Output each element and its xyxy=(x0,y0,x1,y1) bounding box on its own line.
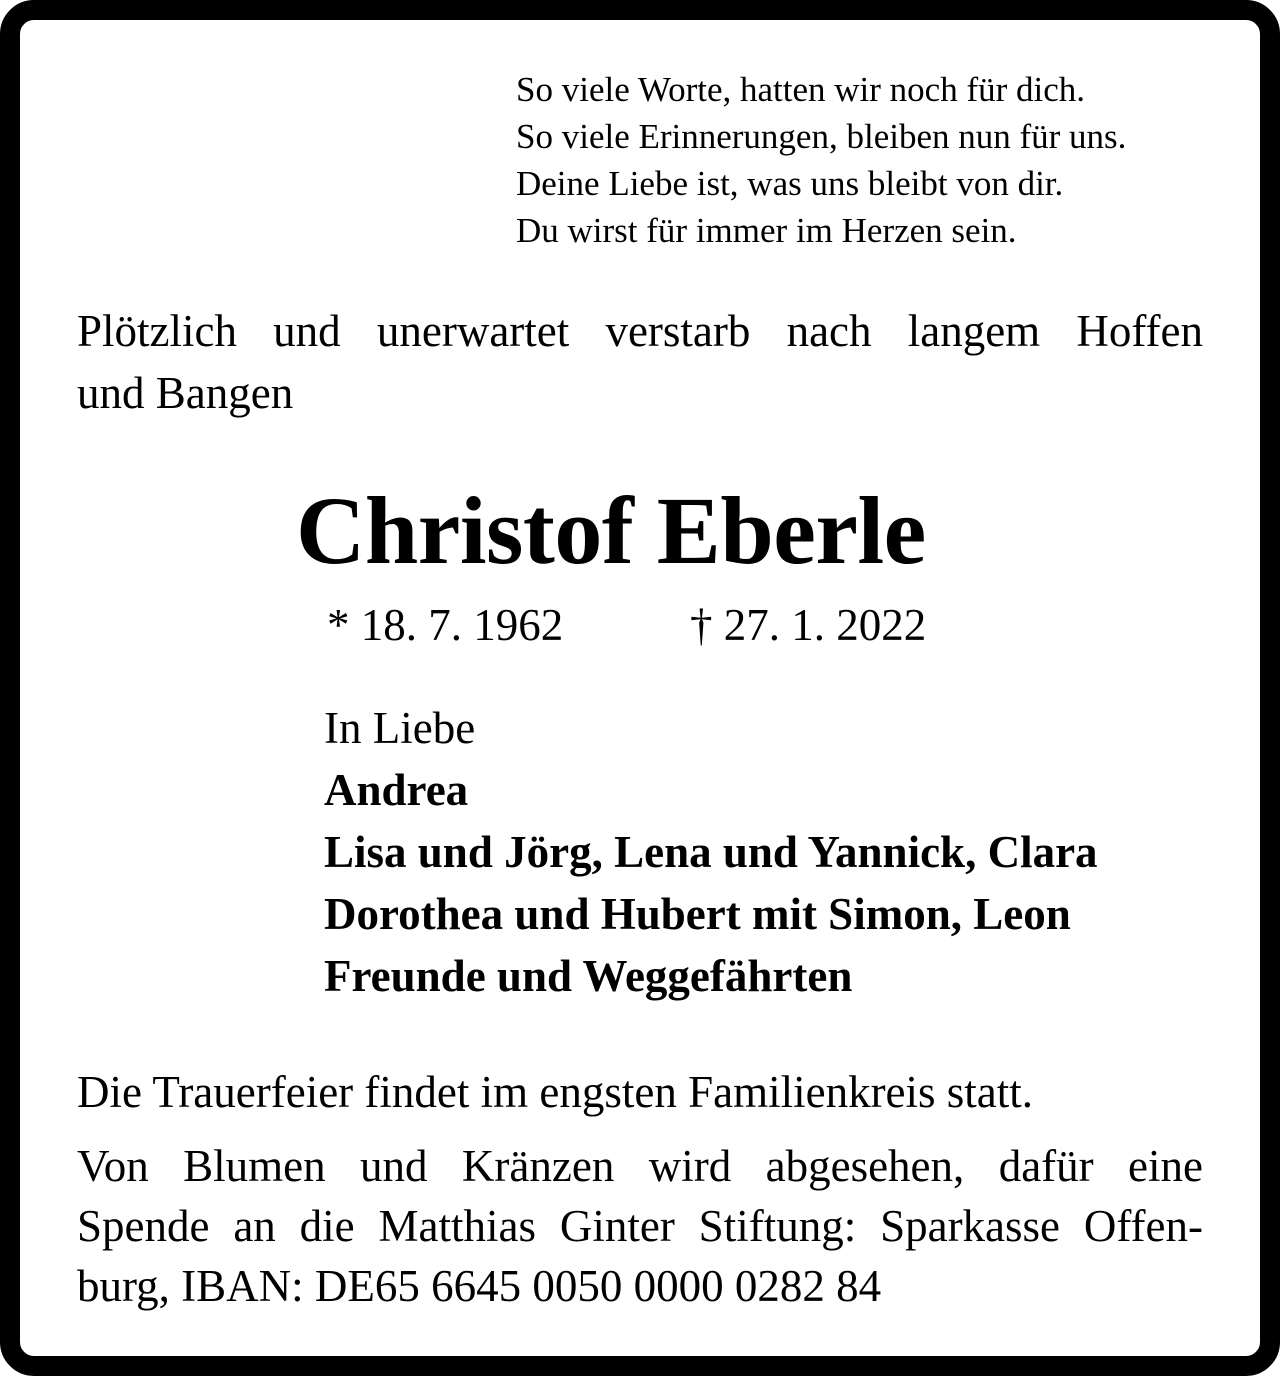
death-date: † 27. 1. 2022 xyxy=(690,600,927,650)
donation-line: Von Blumen und Kränzen wird abgesehen, dafür eine xyxy=(77,1141,1203,1191)
donation-line: Spende an die Matthias Ginter Stiftung: Sparkasse Offen- xyxy=(77,1201,1203,1251)
poem-line: Du wirst für immer im Herzen sein. xyxy=(516,211,1017,250)
mourner-line: Andrea xyxy=(324,765,469,815)
deceased-name: Christof Eberle xyxy=(296,477,926,584)
poem-line: So viele Erinnerungen, bleiben nun für uns. xyxy=(516,117,1127,156)
birth-date: * 18. 7. 1962 xyxy=(327,600,564,650)
mourner-line: Dorothea und Hubert mit Simon, Leon xyxy=(324,889,1071,939)
poem-line: So viele Worte, hatten wir noch für dich. xyxy=(516,70,1086,109)
donation-line: burg, IBAN: DE65 6645 0050 0000 0282 84 xyxy=(77,1261,882,1311)
intro-line: Plötzlich und unerwartet verstarb nach langem Hoffen xyxy=(77,306,1203,356)
mourners-heading: In Liebe xyxy=(324,703,476,753)
poem-line: Deine Liebe ist, was uns bleibt von dir. xyxy=(516,164,1064,203)
mourner-line: Lisa und Jörg, Lena und Yannick, Clara xyxy=(324,827,1098,877)
mourner-line: Freunde und Weggefährten xyxy=(324,951,853,1001)
intro-line: und Bangen xyxy=(77,368,294,418)
funeral-note: Die Trauerfeier findet im engsten Familienkreis statt. xyxy=(77,1067,1034,1117)
